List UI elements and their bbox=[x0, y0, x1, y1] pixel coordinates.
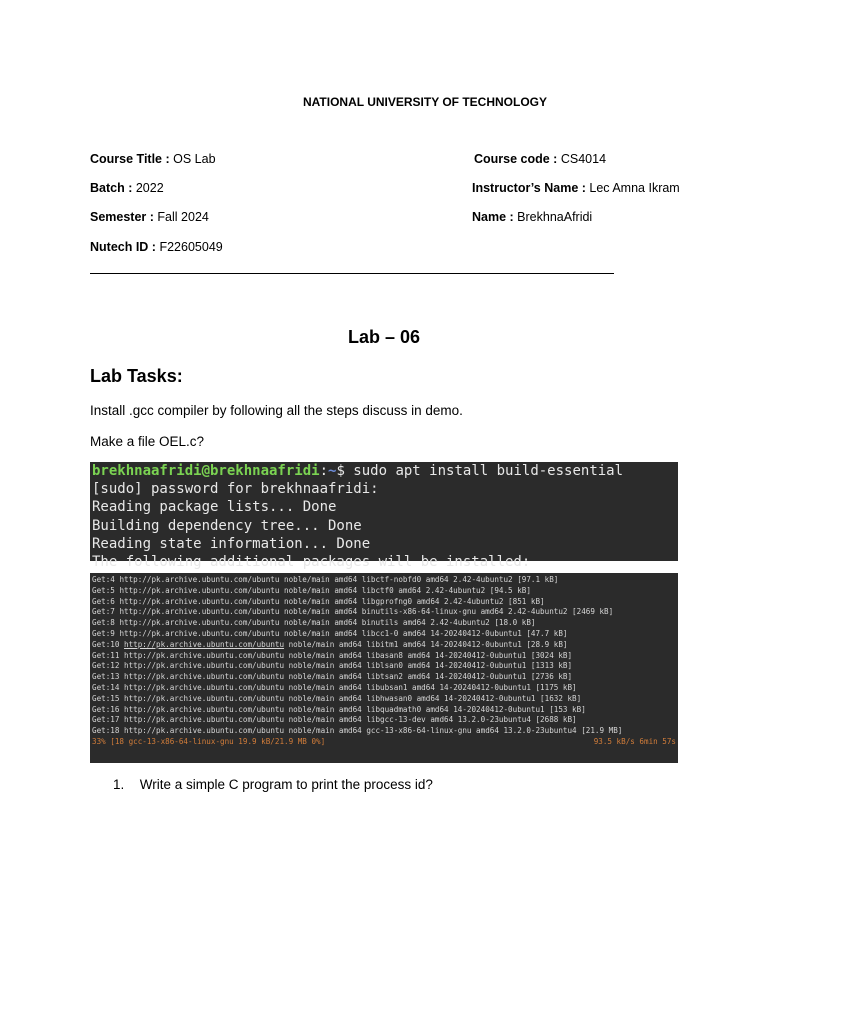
terminal-line: Reading package lists... Done bbox=[92, 499, 337, 516]
row-prefix: Get:12 bbox=[92, 661, 125, 671]
instructor-value: Lec Amna Ikram bbox=[589, 181, 680, 195]
batch-label: Batch : bbox=[90, 181, 133, 195]
row-details: noble/main amd64 libcc1-0 amd64 14-20240412-0ubuntu1 [47.7 kB] bbox=[279, 628, 568, 638]
lab-title: Lab – 06 bbox=[347, 327, 421, 347]
terminal-download-row bbox=[92, 726, 676, 737]
semester-value: Fall 2024 bbox=[157, 210, 209, 224]
row-url: http://pk.archive.ubuntu.com/ubuntu bbox=[119, 596, 280, 606]
terminal-line: [sudo] password for brekhnaafridi: bbox=[92, 481, 379, 498]
row-prefix: Get:14 bbox=[92, 682, 125, 692]
terminal-screenshot-download bbox=[90, 573, 678, 763]
terminal-download-row bbox=[92, 597, 676, 608]
lab-tasks-heading: Lab Tasks: bbox=[90, 366, 183, 386]
row-url: http://pk.archive.ubuntu.com/ubuntu bbox=[124, 693, 285, 703]
terminal-download-row bbox=[92, 575, 676, 586]
terminal-download-row bbox=[92, 715, 676, 726]
terminal-download-row bbox=[92, 694, 676, 705]
row-prefix: Get:18 bbox=[92, 726, 125, 736]
row-prefix: Get:9 bbox=[92, 628, 120, 638]
row-prefix: Get:15 bbox=[92, 693, 125, 703]
name-label: Name : bbox=[472, 210, 514, 224]
row-prefix: Get:6 bbox=[92, 596, 120, 606]
semester bbox=[90, 210, 209, 224]
instructor-label: Instructor’s Name : bbox=[472, 181, 586, 195]
download-status-line bbox=[92, 737, 676, 748]
terminal-screenshot-install bbox=[90, 462, 678, 571]
row-details: noble/main amd64 libctf0 amd64 2.42-4ubuntu2 [94.5 kB] bbox=[279, 585, 531, 595]
row-url: http://pk.archive.ubuntu.com/ubuntu bbox=[119, 628, 280, 638]
terminal-download-row bbox=[92, 651, 676, 662]
terminal-line: The following additional packages will be installed: bbox=[92, 554, 531, 571]
row-prefix: Get:5 bbox=[92, 585, 120, 595]
terminal-download-row bbox=[92, 618, 676, 629]
course-code-value: CS4014 bbox=[560, 152, 607, 166]
terminal-download-row bbox=[92, 672, 676, 683]
row-prefix: Get:4 bbox=[92, 575, 120, 584]
semester-label: Semester : bbox=[90, 210, 154, 224]
row-details: noble/main amd64 libhwasan0 amd64 14-20240412-0ubuntu1 [1632 kB] bbox=[284, 693, 582, 703]
terminal-download-row bbox=[92, 640, 676, 651]
row-prefix: Get:16 bbox=[92, 704, 125, 714]
terminal-line: Building dependency tree... Done bbox=[92, 517, 362, 534]
row-url: http://pk.archive.ubuntu.com/ubuntu bbox=[124, 682, 285, 692]
prompt-path: ~ bbox=[328, 463, 337, 479]
row-details: noble/main amd64 libgcc-13-dev amd64 13.2.0-23ubuntu4 [2688 kB] bbox=[284, 715, 577, 725]
course-code bbox=[474, 152, 606, 166]
row-prefix: Get:17 bbox=[92, 715, 125, 725]
row-details: noble/main amd64 libgprofng0 amd64 2.42-4ubuntu2 [851 kB] bbox=[279, 596, 545, 606]
terminal-download-row bbox=[92, 705, 676, 716]
row-prefix: Get:10 bbox=[92, 639, 125, 649]
prompt-command: $ sudo apt install build-essential bbox=[336, 463, 624, 479]
prompt-separator: : bbox=[319, 463, 329, 479]
row-url: http://pk.archive.ubuntu.com/ubuntu bbox=[119, 607, 280, 617]
list-item-text: Write a simple C program to print the process id? bbox=[139, 777, 433, 792]
row-details: noble/main amd64 libctf-nobfd0 amd64 2.42-4ubuntu2 [97.1 kB] bbox=[279, 575, 559, 584]
list-item bbox=[113, 777, 433, 792]
batch-value: 2022 bbox=[135, 181, 164, 195]
row-prefix: Get:7 bbox=[92, 607, 120, 617]
row-url: http://pk.archive.ubuntu.com/ubuntu bbox=[119, 618, 280, 628]
download-progress: 33% [18 gcc-13-x86-64-linux-gnu 19.9 kB/21.9 MB 0%] bbox=[92, 736, 326, 746]
divider-line bbox=[90, 273, 614, 274]
row-prefix: Get:13 bbox=[92, 672, 125, 682]
row-details: noble/main amd64 libtsan2 amd64 14-20240412-0ubuntu1 [2736 kB] bbox=[284, 672, 573, 682]
terminal-download-row bbox=[92, 661, 676, 672]
row-details: noble/main amd64 libasan8 amd64 14-20240412-0ubuntu1 [3024 kB] bbox=[284, 650, 573, 660]
terminal-download-row bbox=[92, 683, 676, 694]
row-url: http://pk.archive.ubuntu.com/ubuntu bbox=[124, 672, 285, 682]
instructor bbox=[472, 181, 680, 195]
row-details: noble/main amd64 libquadmath0 amd64 14-20240412-0ubuntu1 [153 kB] bbox=[284, 704, 586, 714]
row-details: noble/main amd64 binutils amd64 2.42-4ubuntu2 [18.0 kB] bbox=[279, 618, 536, 628]
terminal-download-row bbox=[92, 586, 676, 597]
row-prefix: Get:11 bbox=[92, 650, 125, 660]
instruction-install-gcc: Install .gcc compiler by following all the steps discuss in demo. bbox=[90, 403, 463, 418]
nutech-label: Nutech ID : bbox=[90, 240, 156, 254]
course-code-label: Course code : bbox=[474, 152, 558, 166]
download-speed: 93.5 kB/s 6min 57s bbox=[593, 736, 676, 746]
university-title: NATIONAL UNIVERSITY OF TECHNOLOGY bbox=[302, 95, 547, 109]
terminal-download-row bbox=[92, 629, 676, 640]
row-url: http://pk.archive.ubuntu.com/ubuntu bbox=[124, 650, 285, 660]
prompt-user: brekhnaafridi@brekhnaafridi bbox=[92, 463, 320, 479]
row-url: http://pk.archive.ubuntu.com/ubuntu bbox=[124, 661, 285, 671]
row-details: noble/main amd64 libubsan1 amd64 14-20240412-0ubuntu1 [1175 kB] bbox=[284, 682, 577, 692]
row-details: noble/main amd64 liblsan0 amd64 14-20240412-0ubuntu1 [1313 kB] bbox=[284, 661, 573, 671]
student-name bbox=[472, 210, 592, 224]
row-details: noble/main amd64 binutils-x86-64-linux-gnu amd64 2.42-4ubuntu2 [2469 kB] bbox=[279, 607, 614, 617]
row-url: http://pk.archive.ubuntu.com/ubuntu bbox=[124, 639, 285, 649]
course-title-label: Course Title : bbox=[90, 152, 170, 166]
nutech-id bbox=[90, 240, 223, 254]
nutech-value: F22605049 bbox=[159, 240, 223, 254]
instruction-make-file: Make a file OEL.c? bbox=[90, 434, 205, 449]
course-title-value: OS Lab bbox=[173, 152, 216, 166]
row-url: http://pk.archive.ubuntu.com/ubuntu bbox=[119, 585, 280, 595]
row-url: http://pk.archive.ubuntu.com/ubuntu bbox=[124, 726, 285, 736]
batch bbox=[90, 181, 164, 195]
course-title bbox=[90, 152, 216, 166]
name-value: BrekhnaAfridi bbox=[517, 210, 593, 224]
terminal-prompt-line bbox=[92, 462, 676, 480]
list-item-number: 1. bbox=[113, 777, 125, 792]
row-details: noble/main amd64 gcc-13-x86-64-linux-gnu amd64 13.2.0-23ubuntu4 [21.9 MB] bbox=[284, 726, 623, 736]
row-url: http://pk.archive.ubuntu.com/ubuntu bbox=[124, 715, 285, 725]
terminal-download-row bbox=[92, 607, 676, 618]
row-prefix: Get:8 bbox=[92, 618, 120, 628]
terminal-line: Reading state information... Done bbox=[92, 535, 371, 552]
row-url: http://pk.archive.ubuntu.com/ubuntu bbox=[124, 704, 285, 714]
row-details: noble/main amd64 libitm1 amd64 14-20240412-0ubuntu1 [28.9 kB] bbox=[284, 639, 568, 649]
row-url: http://pk.archive.ubuntu.com/ubuntu bbox=[119, 575, 280, 584]
